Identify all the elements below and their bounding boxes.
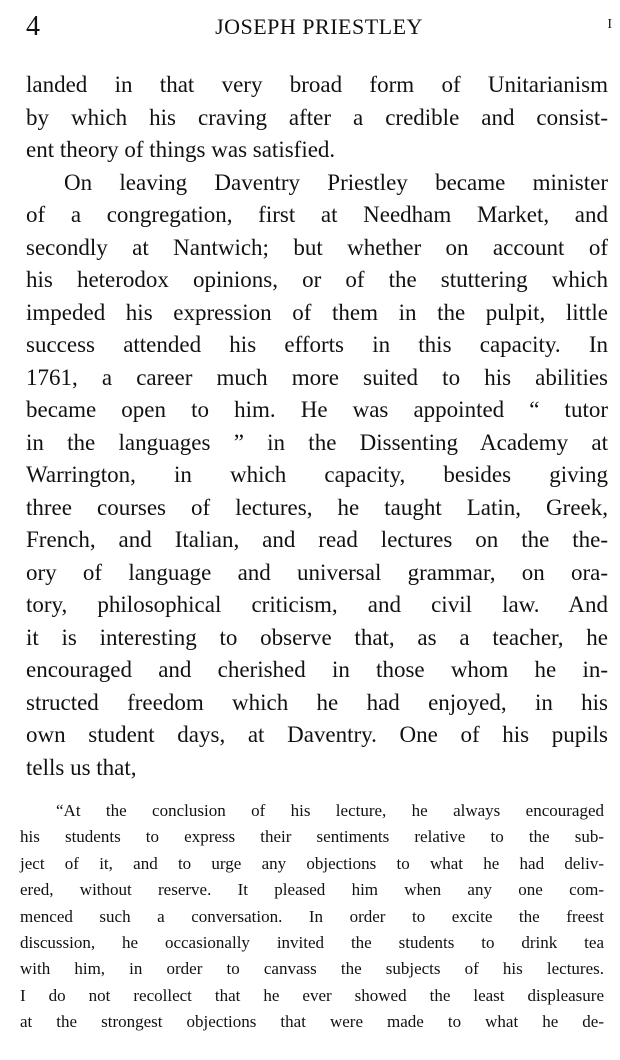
text-line: encouraged and cherished in those whom he in-	[26, 657, 608, 682]
text-line: tells us that,	[26, 754, 137, 780]
quote-line: menced such a conversation. In order to excite the freest	[20, 906, 604, 926]
text-line: structed freedom which he had enjoyed, in his	[26, 689, 608, 715]
main-text	[26, 69, 608, 784]
text-line: French, and Italian, and read lectures on the the-	[26, 527, 608, 552]
text-line: landed in that very broad form of Unitarianism	[26, 72, 608, 97]
text-line: Warrington, in which capacity, besides giving	[26, 462, 608, 487]
quote-line: I do not recollect that he ever showed the least displeasure	[20, 985, 604, 1005]
text-line: ory of language and universal grammar, on ora-	[26, 559, 608, 585]
quote-line: “At the conclusion of his lecture, he always encouraged	[56, 801, 604, 820]
block-quote	[20, 798, 604, 1036]
text-line: became open to him. He was appointed “ tutor	[26, 397, 608, 422]
text-line: of a congregation, first at Needham Market, and	[26, 202, 608, 227]
text-line: by which his craving after a credible and consist-	[26, 104, 608, 130]
text-line: tory, philosophical criticism, and civil law. And	[26, 592, 608, 617]
text-line: own student days, at Daventry. One of his pupils	[26, 722, 608, 747]
quote-line: his students to express their sentiments relative to the sub-	[20, 827, 604, 847]
text-line: it is interesting to observe that, as a teacher, he	[26, 624, 608, 650]
text-line: impeded his expression of them in the pulpit, little	[26, 299, 608, 325]
page-header	[26, 10, 612, 44]
paragraph-start: On leaving Daventry Priestley became minister	[64, 169, 608, 195]
text-line: 1761, a career much more suited to his abilities	[26, 364, 608, 390]
text-line: his heterodox opinions, or of the stuttering which	[26, 267, 608, 292]
quote-line: at the strongest objections that were made to what he de-	[20, 1012, 604, 1032]
chapter-mark: I	[607, 17, 612, 32]
text-line: three courses of lectures, he taught Latin, Greek,	[26, 494, 608, 520]
quote-line: ered, without reserve. It pleased him when any one com-	[20, 880, 604, 900]
text-line: secondly at Nantwich; but whether on account of	[26, 234, 608, 260]
quote-line: ject of it, and to urge any objections to what he had deliv-	[20, 853, 604, 873]
quote-line: discussion, he occasionally invited the students to drink tea	[20, 933, 604, 953]
text-line: success attended his efforts in this capacity. In	[26, 332, 608, 357]
running-title: JOSEPH PRIESTLEY	[215, 14, 423, 39]
text-line: in the languages ” in the Dissenting Academy at	[26, 429, 608, 455]
quote-line: with him, in order to canvass the subjects of his lectures.	[20, 959, 604, 979]
text-line: ent theory of things was satisfied.	[26, 137, 336, 162]
page-number: 4	[26, 11, 40, 42]
